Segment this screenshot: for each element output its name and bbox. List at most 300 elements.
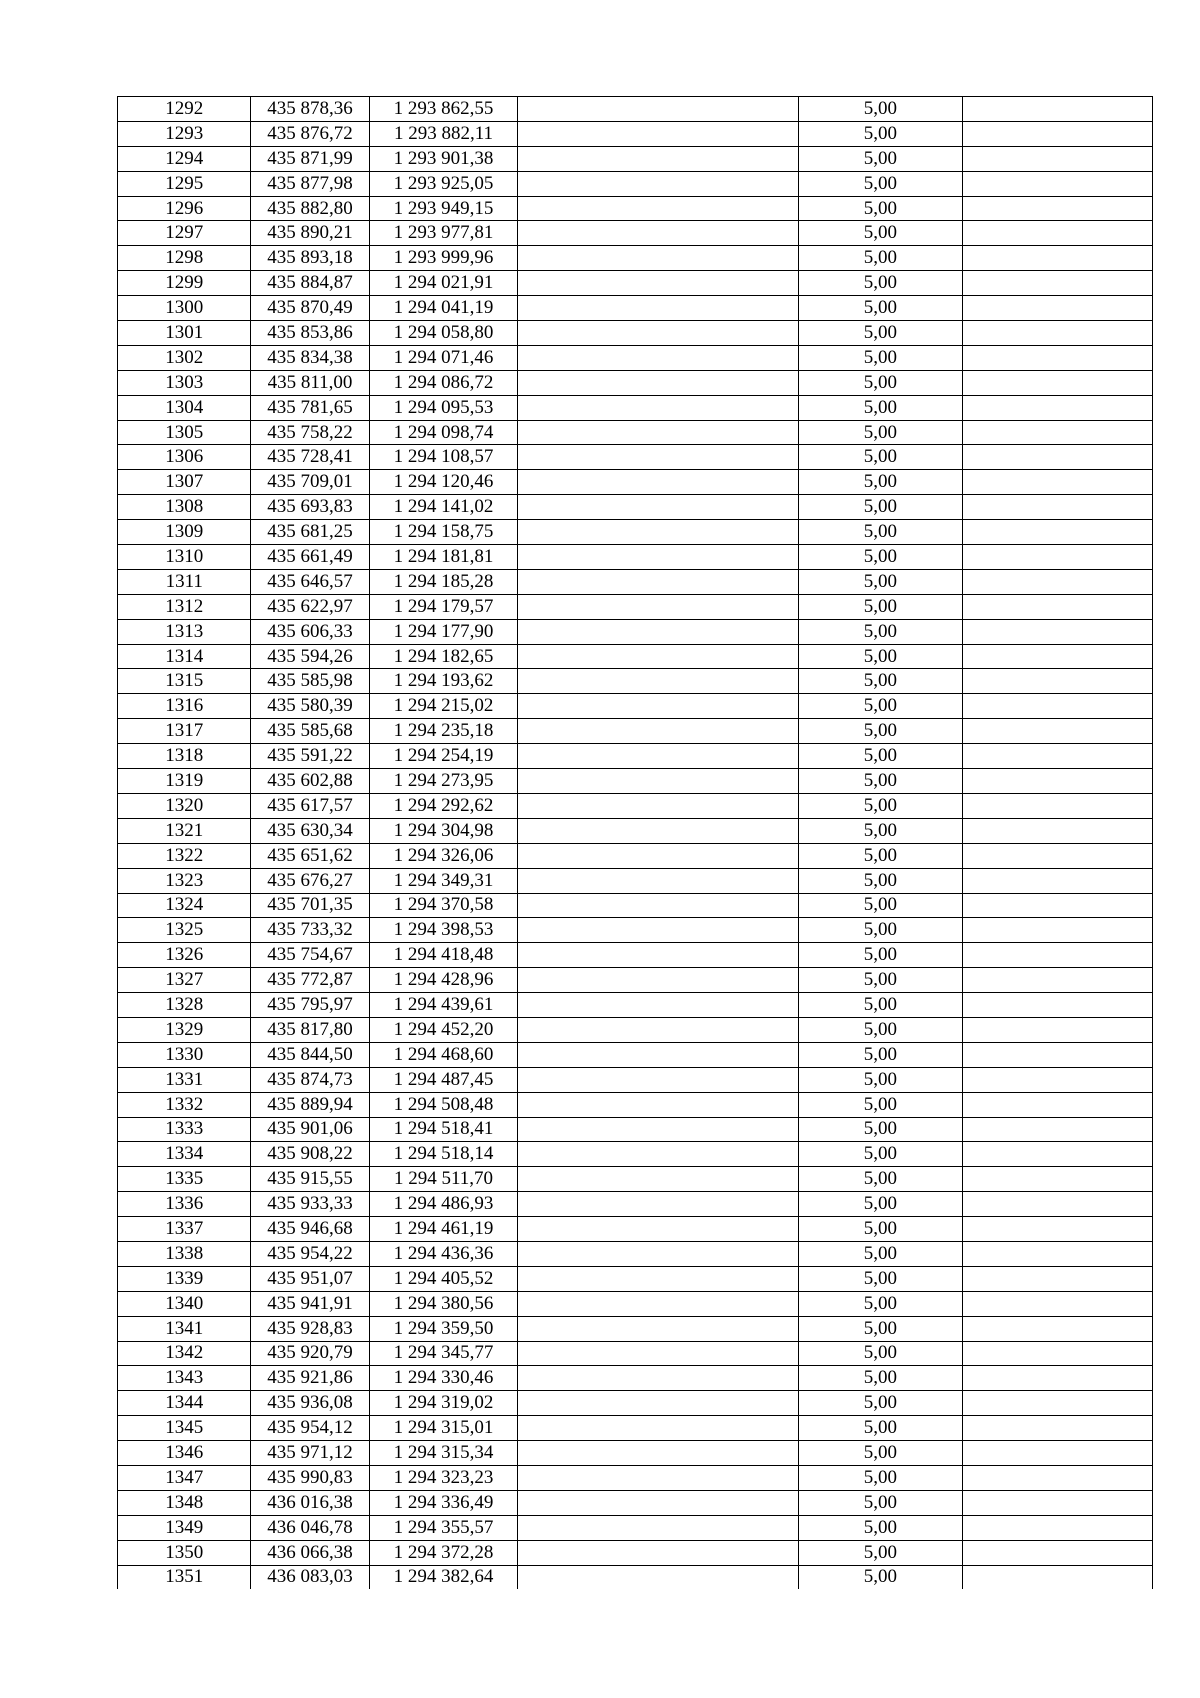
description-cell (518, 1017, 798, 1042)
description-cell (518, 1117, 798, 1142)
accuracy-cell: 5,00 (798, 644, 962, 669)
description-cell (518, 470, 798, 495)
accuracy-cell: 5,00 (798, 1192, 962, 1217)
y-coordinate-cell: 1 294 418,48 (369, 943, 518, 968)
y-coordinate-cell: 1 294 158,75 (369, 520, 518, 545)
note-cell (963, 1192, 1153, 1217)
table-row (118, 196, 1153, 221)
y-coordinate-cell: 1 293 949,15 (369, 196, 518, 221)
y-coordinate-cell: 1 294 487,45 (369, 1067, 518, 1092)
note-cell (963, 1241, 1153, 1266)
description-cell (518, 594, 798, 619)
point-number-cell: 1338 (118, 1241, 251, 1266)
x-coordinate-cell: 435 676,27 (251, 868, 369, 893)
description-cell (518, 420, 798, 445)
note-cell (963, 246, 1153, 271)
note-cell (963, 1117, 1153, 1142)
note-cell (963, 644, 1153, 669)
description-cell (518, 1490, 798, 1515)
description-cell (518, 1167, 798, 1192)
accuracy-cell: 5,00 (798, 495, 962, 520)
description-cell (518, 296, 798, 321)
description-cell (518, 221, 798, 246)
x-coordinate-cell: 436 083,03 (251, 1565, 369, 1589)
note-cell (963, 1042, 1153, 1067)
y-coordinate-cell: 1 294 315,01 (369, 1416, 518, 1441)
accuracy-cell: 5,00 (798, 171, 962, 196)
x-coordinate-cell: 435 594,26 (251, 644, 369, 669)
point-number-cell: 1292 (118, 97, 251, 122)
description-cell (518, 893, 798, 918)
description-cell (518, 868, 798, 893)
x-coordinate-cell: 435 890,21 (251, 221, 369, 246)
x-coordinate-cell: 435 908,22 (251, 1142, 369, 1167)
x-coordinate-cell: 435 651,62 (251, 843, 369, 868)
accuracy-cell: 5,00 (798, 669, 962, 694)
accuracy-cell: 5,00 (798, 1540, 962, 1565)
accuracy-cell: 5,00 (798, 221, 962, 246)
x-coordinate-cell: 435 936,08 (251, 1391, 369, 1416)
note-cell (963, 171, 1153, 196)
table-row (118, 1391, 1153, 1416)
note-cell (963, 1565, 1153, 1589)
y-coordinate-cell: 1 294 398,53 (369, 918, 518, 943)
y-coordinate-cell: 1 294 439,61 (369, 993, 518, 1018)
description-cell (518, 1042, 798, 1067)
x-coordinate-cell: 435 853,86 (251, 321, 369, 346)
accuracy-cell: 5,00 (798, 769, 962, 794)
point-number-cell: 1323 (118, 868, 251, 893)
table-row (118, 171, 1153, 196)
y-coordinate-cell: 1 294 185,28 (369, 569, 518, 594)
description-cell (518, 1291, 798, 1316)
table-row (118, 769, 1153, 794)
point-number-cell: 1296 (118, 196, 251, 221)
note-cell (963, 719, 1153, 744)
description-cell (518, 1366, 798, 1391)
y-coordinate-cell: 1 294 215,02 (369, 694, 518, 719)
point-number-cell: 1343 (118, 1366, 251, 1391)
y-coordinate-cell: 1 294 315,34 (369, 1441, 518, 1466)
x-coordinate-cell: 436 046,78 (251, 1515, 369, 1540)
note-cell (963, 1490, 1153, 1515)
y-coordinate-cell: 1 294 141,02 (369, 495, 518, 520)
y-coordinate-cell: 1 293 882,11 (369, 121, 518, 146)
x-coordinate-cell: 435 951,07 (251, 1266, 369, 1291)
point-number-cell: 1336 (118, 1192, 251, 1217)
x-coordinate-cell: 435 728,41 (251, 445, 369, 470)
x-coordinate-cell: 435 591,22 (251, 744, 369, 769)
point-number-cell: 1299 (118, 271, 251, 296)
note-cell (963, 1167, 1153, 1192)
accuracy-cell: 5,00 (798, 1341, 962, 1366)
description-cell (518, 968, 798, 993)
accuracy-cell: 5,00 (798, 420, 962, 445)
y-coordinate-cell: 1 294 508,48 (369, 1092, 518, 1117)
accuracy-cell: 5,00 (798, 1266, 962, 1291)
table-row (118, 1067, 1153, 1092)
y-coordinate-cell: 1 293 862,55 (369, 97, 518, 122)
accuracy-cell: 5,00 (798, 793, 962, 818)
description-cell (518, 769, 798, 794)
x-coordinate-cell: 435 817,80 (251, 1017, 369, 1042)
note-cell (963, 420, 1153, 445)
accuracy-cell: 5,00 (798, 918, 962, 943)
y-coordinate-cell: 1 294 382,64 (369, 1565, 518, 1589)
note-cell (963, 943, 1153, 968)
x-coordinate-cell: 435 893,18 (251, 246, 369, 271)
accuracy-cell: 5,00 (798, 1565, 962, 1589)
note-cell (963, 445, 1153, 470)
table-row (118, 1441, 1153, 1466)
accuracy-cell: 5,00 (798, 619, 962, 644)
x-coordinate-cell: 435 877,98 (251, 171, 369, 196)
y-coordinate-cell: 1 294 292,62 (369, 793, 518, 818)
point-number-cell: 1340 (118, 1291, 251, 1316)
note-cell (963, 818, 1153, 843)
x-coordinate-cell: 435 701,35 (251, 893, 369, 918)
x-coordinate-cell: 435 844,50 (251, 1042, 369, 1067)
description-cell (518, 445, 798, 470)
table-row (118, 1565, 1153, 1589)
note-cell (963, 271, 1153, 296)
point-number-cell: 1293 (118, 121, 251, 146)
description-cell (518, 1067, 798, 1092)
x-coordinate-cell: 435 874,73 (251, 1067, 369, 1092)
note-cell (963, 893, 1153, 918)
y-coordinate-cell: 1 294 179,57 (369, 594, 518, 619)
note-cell (963, 1316, 1153, 1341)
point-number-cell: 1298 (118, 246, 251, 271)
x-coordinate-cell: 436 016,38 (251, 1490, 369, 1515)
point-number-cell: 1321 (118, 818, 251, 843)
point-number-cell: 1341 (118, 1316, 251, 1341)
table-row (118, 719, 1153, 744)
accuracy-cell: 5,00 (798, 943, 962, 968)
point-number-cell: 1320 (118, 793, 251, 818)
accuracy-cell: 5,00 (798, 1017, 962, 1042)
note-cell (963, 619, 1153, 644)
y-coordinate-cell: 1 294 461,19 (369, 1217, 518, 1242)
accuracy-cell: 5,00 (798, 520, 962, 545)
note-cell (963, 221, 1153, 246)
accuracy-cell: 5,00 (798, 569, 962, 594)
point-number-cell: 1318 (118, 744, 251, 769)
x-coordinate-cell: 435 646,57 (251, 569, 369, 594)
note-cell (963, 495, 1153, 520)
x-coordinate-cell: 435 661,49 (251, 545, 369, 570)
accuracy-cell: 5,00 (798, 1217, 962, 1242)
table-row (118, 1366, 1153, 1391)
table-row (118, 1291, 1153, 1316)
y-coordinate-cell: 1 294 273,95 (369, 769, 518, 794)
note-cell (963, 395, 1153, 420)
accuracy-cell: 5,00 (798, 893, 962, 918)
table-row (118, 296, 1153, 321)
description-cell (518, 1515, 798, 1540)
y-coordinate-cell: 1 294 359,50 (369, 1316, 518, 1341)
table-row (118, 1465, 1153, 1490)
description-cell (518, 843, 798, 868)
x-coordinate-cell: 435 990,83 (251, 1465, 369, 1490)
note-cell (963, 121, 1153, 146)
x-coordinate-cell: 435 781,65 (251, 395, 369, 420)
note-cell (963, 843, 1153, 868)
point-number-cell: 1329 (118, 1017, 251, 1042)
y-coordinate-cell: 1 294 182,65 (369, 644, 518, 669)
description-cell (518, 1465, 798, 1490)
x-coordinate-cell: 435 617,57 (251, 793, 369, 818)
accuracy-cell: 5,00 (798, 395, 962, 420)
description-cell (518, 1192, 798, 1217)
point-number-cell: 1305 (118, 420, 251, 445)
point-number-cell: 1310 (118, 545, 251, 570)
point-number-cell: 1330 (118, 1042, 251, 1067)
point-number-cell: 1312 (118, 594, 251, 619)
note-cell (963, 694, 1153, 719)
table-row (118, 1490, 1153, 1515)
description-cell (518, 196, 798, 221)
note-cell (963, 1291, 1153, 1316)
x-coordinate-cell: 436 066,38 (251, 1540, 369, 1565)
table-row (118, 121, 1153, 146)
y-coordinate-cell: 1 294 108,57 (369, 445, 518, 470)
y-coordinate-cell: 1 294 326,06 (369, 843, 518, 868)
y-coordinate-cell: 1 293 999,96 (369, 246, 518, 271)
x-coordinate-cell: 435 889,94 (251, 1092, 369, 1117)
table-row (118, 1092, 1153, 1117)
accuracy-cell: 5,00 (798, 1316, 962, 1341)
description-cell (518, 918, 798, 943)
table-row (118, 1017, 1153, 1042)
accuracy-cell: 5,00 (798, 196, 962, 221)
point-number-cell: 1350 (118, 1540, 251, 1565)
description-cell (518, 719, 798, 744)
description-cell (518, 644, 798, 669)
table-row (118, 669, 1153, 694)
note-cell (963, 868, 1153, 893)
description-cell (518, 246, 798, 271)
point-number-cell: 1300 (118, 296, 251, 321)
x-coordinate-cell: 435 602,88 (251, 769, 369, 794)
point-number-cell: 1326 (118, 943, 251, 968)
accuracy-cell: 5,00 (798, 246, 962, 271)
description-cell (518, 1441, 798, 1466)
y-coordinate-cell: 1 294 405,52 (369, 1266, 518, 1291)
y-coordinate-cell: 1 294 436,36 (369, 1241, 518, 1266)
y-coordinate-cell: 1 294 193,62 (369, 669, 518, 694)
y-coordinate-cell: 1 294 021,91 (369, 271, 518, 296)
note-cell (963, 146, 1153, 171)
table-row (118, 420, 1153, 445)
y-coordinate-cell: 1 294 511,70 (369, 1167, 518, 1192)
description-cell (518, 694, 798, 719)
table-row (118, 221, 1153, 246)
accuracy-cell: 5,00 (798, 818, 962, 843)
x-coordinate-cell: 435 585,98 (251, 669, 369, 694)
x-coordinate-cell: 435 946,68 (251, 1217, 369, 1242)
point-number-cell: 1311 (118, 569, 251, 594)
note-cell (963, 1416, 1153, 1441)
point-number-cell: 1307 (118, 470, 251, 495)
note-cell (963, 1465, 1153, 1490)
table-row (118, 321, 1153, 346)
note-cell (963, 769, 1153, 794)
table-row (118, 1241, 1153, 1266)
note-cell (963, 1217, 1153, 1242)
note-cell (963, 793, 1153, 818)
table-row (118, 968, 1153, 993)
point-number-cell: 1317 (118, 719, 251, 744)
point-number-cell: 1313 (118, 619, 251, 644)
x-coordinate-cell: 435 795,97 (251, 993, 369, 1018)
description-cell (518, 146, 798, 171)
accuracy-cell: 5,00 (798, 321, 962, 346)
y-coordinate-cell: 1 294 181,81 (369, 545, 518, 570)
table-row (118, 993, 1153, 1018)
table-row (118, 843, 1153, 868)
accuracy-cell: 5,00 (798, 445, 962, 470)
point-number-cell: 1297 (118, 221, 251, 246)
table-row (118, 744, 1153, 769)
table-row (118, 1266, 1153, 1291)
y-coordinate-cell: 1 293 925,05 (369, 171, 518, 196)
x-coordinate-cell: 435 772,87 (251, 968, 369, 993)
y-coordinate-cell: 1 294 235,18 (369, 719, 518, 744)
y-coordinate-cell: 1 294 071,46 (369, 345, 518, 370)
x-coordinate-cell: 435 681,25 (251, 520, 369, 545)
accuracy-cell: 5,00 (798, 345, 962, 370)
point-number-cell: 1351 (118, 1565, 251, 1589)
y-coordinate-cell: 1 294 372,28 (369, 1540, 518, 1565)
accuracy-cell: 5,00 (798, 968, 962, 993)
accuracy-cell: 5,00 (798, 121, 962, 146)
description-cell (518, 171, 798, 196)
x-coordinate-cell: 435 733,32 (251, 918, 369, 943)
y-coordinate-cell: 1 294 486,93 (369, 1192, 518, 1217)
coordinates-table-body (118, 97, 1153, 1590)
description-cell (518, 495, 798, 520)
table-row (118, 619, 1153, 644)
accuracy-cell: 5,00 (798, 843, 962, 868)
table-row (118, 1042, 1153, 1067)
description-cell (518, 1540, 798, 1565)
y-coordinate-cell: 1 294 349,31 (369, 868, 518, 893)
description-cell (518, 121, 798, 146)
y-coordinate-cell: 1 294 177,90 (369, 619, 518, 644)
y-coordinate-cell: 1 294 370,58 (369, 893, 518, 918)
description-cell (518, 1391, 798, 1416)
table-row (118, 868, 1153, 893)
point-number-cell: 1294 (118, 146, 251, 171)
point-number-cell: 1332 (118, 1092, 251, 1117)
table-row (118, 893, 1153, 918)
table-row (118, 569, 1153, 594)
point-number-cell: 1342 (118, 1341, 251, 1366)
note-cell (963, 1366, 1153, 1391)
table-row (118, 271, 1153, 296)
x-coordinate-cell: 435 870,49 (251, 296, 369, 321)
description-cell (518, 993, 798, 1018)
x-coordinate-cell: 435 709,01 (251, 470, 369, 495)
note-cell (963, 345, 1153, 370)
accuracy-cell: 5,00 (798, 271, 962, 296)
description-cell (518, 271, 798, 296)
x-coordinate-cell: 435 921,86 (251, 1366, 369, 1391)
table-row (118, 246, 1153, 271)
accuracy-cell: 5,00 (798, 1515, 962, 1540)
accuracy-cell: 5,00 (798, 545, 962, 570)
y-coordinate-cell: 1 294 468,60 (369, 1042, 518, 1067)
table-row (118, 594, 1153, 619)
table-row (118, 694, 1153, 719)
point-number-cell: 1349 (118, 1515, 251, 1540)
x-coordinate-cell: 435 933,33 (251, 1192, 369, 1217)
x-coordinate-cell: 435 920,79 (251, 1341, 369, 1366)
note-cell (963, 196, 1153, 221)
accuracy-cell: 5,00 (798, 1167, 962, 1192)
table-row (118, 1540, 1153, 1565)
note-cell (963, 370, 1153, 395)
y-coordinate-cell: 1 293 977,81 (369, 221, 518, 246)
accuracy-cell: 5,00 (798, 1092, 962, 1117)
point-number-cell: 1331 (118, 1067, 251, 1092)
description-cell (518, 619, 798, 644)
accuracy-cell: 5,00 (798, 1465, 962, 1490)
point-number-cell: 1301 (118, 321, 251, 346)
x-coordinate-cell: 435 928,83 (251, 1316, 369, 1341)
description-cell (518, 669, 798, 694)
y-coordinate-cell: 1 294 355,57 (369, 1515, 518, 1540)
note-cell (963, 993, 1153, 1018)
note-cell (963, 569, 1153, 594)
note-cell (963, 1391, 1153, 1416)
y-coordinate-cell: 1 294 041,19 (369, 296, 518, 321)
description-cell (518, 1416, 798, 1441)
point-number-cell: 1328 (118, 993, 251, 1018)
note-cell (963, 1092, 1153, 1117)
point-number-cell: 1306 (118, 445, 251, 470)
accuracy-cell: 5,00 (798, 594, 962, 619)
description-cell (518, 1341, 798, 1366)
description-cell (518, 321, 798, 346)
description-cell (518, 1316, 798, 1341)
description-cell (518, 545, 798, 570)
table-row (118, 1515, 1153, 1540)
x-coordinate-cell: 435 758,22 (251, 420, 369, 445)
table-row (118, 1316, 1153, 1341)
point-number-cell: 1344 (118, 1391, 251, 1416)
point-number-cell: 1303 (118, 370, 251, 395)
note-cell (963, 545, 1153, 570)
description-cell (518, 520, 798, 545)
x-coordinate-cell: 435 954,22 (251, 1241, 369, 1266)
point-number-cell: 1325 (118, 918, 251, 943)
table-row (118, 370, 1153, 395)
x-coordinate-cell: 435 954,12 (251, 1416, 369, 1441)
accuracy-cell: 5,00 (798, 719, 962, 744)
y-coordinate-cell: 1 294 058,80 (369, 321, 518, 346)
x-coordinate-cell: 435 971,12 (251, 1441, 369, 1466)
note-cell (963, 594, 1153, 619)
y-coordinate-cell: 1 293 901,38 (369, 146, 518, 171)
point-number-cell: 1327 (118, 968, 251, 993)
description-cell (518, 1142, 798, 1167)
table-row (118, 1416, 1153, 1441)
accuracy-cell: 5,00 (798, 868, 962, 893)
table-row (118, 495, 1153, 520)
table-row (118, 520, 1153, 545)
